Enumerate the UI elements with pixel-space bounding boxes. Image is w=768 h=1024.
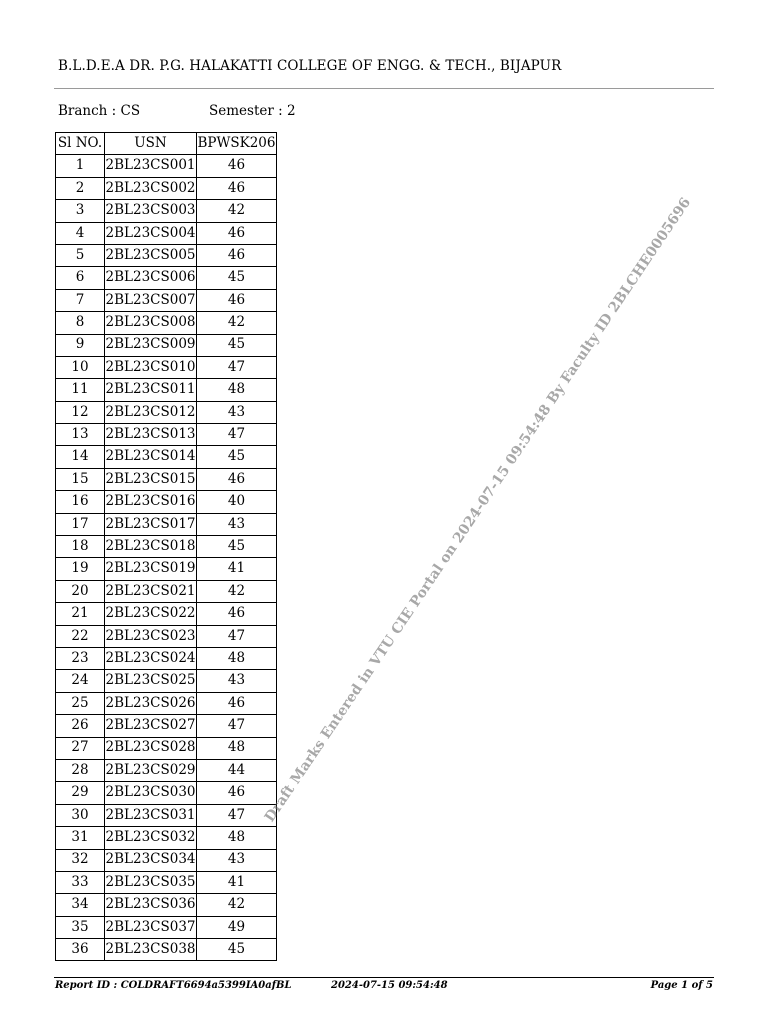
cell-usn: 2BL23CS009 xyxy=(105,334,197,356)
cell-sl-no: 29 xyxy=(56,782,105,804)
cell-sl-no: 20 xyxy=(56,580,105,602)
semester-label: Semester : 2 xyxy=(209,103,296,119)
cell-marks: 42 xyxy=(197,312,277,334)
table-row xyxy=(56,267,277,289)
column-header-sl-no: Sl NO. xyxy=(56,133,105,155)
cell-sl-no: 17 xyxy=(56,513,105,535)
table-row xyxy=(56,401,277,423)
branch-label: Branch : CS xyxy=(58,103,141,119)
cell-marks: 46 xyxy=(197,468,277,490)
table-row xyxy=(56,513,277,535)
cell-marks: 48 xyxy=(197,647,277,669)
table-row xyxy=(56,446,277,468)
cell-sl-no: 35 xyxy=(56,916,105,938)
cell-marks: 46 xyxy=(197,244,277,266)
cell-usn: 2BL23CS004 xyxy=(105,222,197,244)
table-row xyxy=(56,424,277,446)
cell-sl-no: 21 xyxy=(56,603,105,625)
cell-usn: 2BL23CS013 xyxy=(105,424,197,446)
cell-usn: 2BL23CS012 xyxy=(105,401,197,423)
cell-sl-no: 24 xyxy=(56,670,105,692)
cell-sl-no: 30 xyxy=(56,804,105,826)
cell-marks: 46 xyxy=(197,155,277,177)
cell-usn: 2BL23CS010 xyxy=(105,356,197,378)
report-timestamp: 2024-07-15 09:54:48 xyxy=(331,980,448,991)
table-row xyxy=(56,827,277,849)
cell-usn: 2BL23CS018 xyxy=(105,536,197,558)
cell-marks: 45 xyxy=(197,939,277,961)
cell-sl-no: 27 xyxy=(56,737,105,759)
footer-divider xyxy=(54,977,714,978)
cell-usn: 2BL23CS032 xyxy=(105,827,197,849)
table-row xyxy=(56,894,277,916)
cell-sl-no: 36 xyxy=(56,939,105,961)
cell-sl-no: 8 xyxy=(56,312,105,334)
cell-marks: 43 xyxy=(197,513,277,535)
cell-sl-no: 2 xyxy=(56,177,105,199)
cell-usn: 2BL23CS005 xyxy=(105,244,197,266)
cell-marks: 48 xyxy=(197,827,277,849)
cell-sl-no: 10 xyxy=(56,356,105,378)
column-header-usn: USN xyxy=(105,133,197,155)
table-row xyxy=(56,849,277,871)
header-divider xyxy=(54,88,714,89)
cell-usn: 2BL23CS017 xyxy=(105,513,197,535)
cell-usn: 2BL23CS016 xyxy=(105,491,197,513)
cell-marks: 41 xyxy=(197,871,277,893)
table-row xyxy=(56,244,277,266)
cell-sl-no: 31 xyxy=(56,827,105,849)
cell-usn: 2BL23CS037 xyxy=(105,916,197,938)
cell-usn: 2BL23CS031 xyxy=(105,804,197,826)
table-row xyxy=(56,603,277,625)
cell-usn: 2BL23CS025 xyxy=(105,670,197,692)
table-row xyxy=(56,289,277,311)
report-id: Report ID : COLDRAFT6694a5399IA0afBL xyxy=(55,980,292,991)
cell-usn: 2BL23CS014 xyxy=(105,446,197,468)
cell-marks: 44 xyxy=(197,759,277,781)
cell-usn: 2BL23CS026 xyxy=(105,692,197,714)
cell-marks: 47 xyxy=(197,424,277,446)
cell-marks: 43 xyxy=(197,670,277,692)
cell-sl-no: 12 xyxy=(56,401,105,423)
cell-usn: 2BL23CS007 xyxy=(105,289,197,311)
cell-sl-no: 33 xyxy=(56,871,105,893)
table-row xyxy=(56,782,277,804)
table-row xyxy=(56,155,277,177)
cell-marks: 41 xyxy=(197,558,277,580)
cell-marks: 46 xyxy=(197,289,277,311)
cell-sl-no: 14 xyxy=(56,446,105,468)
table-row xyxy=(56,916,277,938)
cell-marks: 46 xyxy=(197,177,277,199)
column-header-subject-code: BPWSK206 xyxy=(197,133,277,155)
cell-usn: 2BL23CS028 xyxy=(105,737,197,759)
cell-sl-no: 25 xyxy=(56,692,105,714)
table-row xyxy=(56,647,277,669)
table-row xyxy=(56,491,277,513)
cell-marks: 49 xyxy=(197,916,277,938)
table-row xyxy=(56,939,277,961)
table-row xyxy=(56,580,277,602)
cell-marks: 42 xyxy=(197,894,277,916)
cell-usn: 2BL23CS029 xyxy=(105,759,197,781)
cell-usn: 2BL23CS022 xyxy=(105,603,197,625)
table-row xyxy=(56,536,277,558)
cell-usn: 2BL23CS008 xyxy=(105,312,197,334)
cell-sl-no: 18 xyxy=(56,536,105,558)
cell-usn: 2BL23CS003 xyxy=(105,200,197,222)
cell-usn: 2BL23CS024 xyxy=(105,647,197,669)
table-row xyxy=(56,558,277,580)
cell-usn: 2BL23CS030 xyxy=(105,782,197,804)
cell-usn: 2BL23CS021 xyxy=(105,580,197,602)
cell-usn: 2BL23CS019 xyxy=(105,558,197,580)
cell-marks: 46 xyxy=(197,222,277,244)
table-body xyxy=(56,155,277,961)
cell-sl-no: 1 xyxy=(56,155,105,177)
watermark-text: Draft Marks Entered in VTU CIE Portal on 2024-07-15 09:54:48 By Faculty ID 2BLCHE0005696 xyxy=(261,194,695,826)
cell-sl-no: 26 xyxy=(56,715,105,737)
table-row xyxy=(56,759,277,781)
page-number: Page 1 of 5 xyxy=(650,980,713,991)
cell-marks: 45 xyxy=(197,334,277,356)
cell-usn: 2BL23CS001 xyxy=(105,155,197,177)
table-row xyxy=(56,334,277,356)
cell-sl-no: 4 xyxy=(56,222,105,244)
table-row xyxy=(56,625,277,647)
cell-sl-no: 16 xyxy=(56,491,105,513)
cell-usn: 2BL23CS035 xyxy=(105,871,197,893)
cell-sl-no: 19 xyxy=(56,558,105,580)
table-row xyxy=(56,468,277,490)
cell-sl-no: 11 xyxy=(56,379,105,401)
table-row xyxy=(56,871,277,893)
cell-sl-no: 34 xyxy=(56,894,105,916)
cell-marks: 47 xyxy=(197,625,277,647)
cell-marks: 46 xyxy=(197,603,277,625)
cell-sl-no: 22 xyxy=(56,625,105,647)
cell-usn: 2BL23CS002 xyxy=(105,177,197,199)
college-name: B.L.D.E.A DR. P.G. HALAKATTI COLLEGE OF ENGG. & TECH., BIJAPUR xyxy=(58,58,562,74)
cell-usn: 2BL23CS006 xyxy=(105,267,197,289)
cell-marks: 48 xyxy=(197,737,277,759)
cell-usn: 2BL23CS011 xyxy=(105,379,197,401)
table-row xyxy=(56,670,277,692)
cell-marks: 42 xyxy=(197,580,277,602)
cell-sl-no: 28 xyxy=(56,759,105,781)
cell-marks: 46 xyxy=(197,782,277,804)
cell-sl-no: 13 xyxy=(56,424,105,446)
table-row xyxy=(56,804,277,826)
marks-table xyxy=(55,132,277,961)
cell-marks: 47 xyxy=(197,715,277,737)
cell-marks: 42 xyxy=(197,200,277,222)
cell-sl-no: 15 xyxy=(56,468,105,490)
cell-marks: 45 xyxy=(197,446,277,468)
cell-usn: 2BL23CS036 xyxy=(105,894,197,916)
cell-sl-no: 7 xyxy=(56,289,105,311)
cell-marks: 43 xyxy=(197,401,277,423)
cell-marks: 40 xyxy=(197,491,277,513)
cell-marks: 45 xyxy=(197,536,277,558)
table-row xyxy=(56,715,277,737)
table-row xyxy=(56,737,277,759)
cell-sl-no: 9 xyxy=(56,334,105,356)
table-header-row xyxy=(56,133,277,155)
cell-marks: 48 xyxy=(197,379,277,401)
table-row xyxy=(56,222,277,244)
cell-sl-no: 6 xyxy=(56,267,105,289)
cell-marks: 47 xyxy=(197,804,277,826)
cell-usn: 2BL23CS027 xyxy=(105,715,197,737)
table-row xyxy=(56,379,277,401)
cell-sl-no: 5 xyxy=(56,244,105,266)
cell-usn: 2BL23CS015 xyxy=(105,468,197,490)
cell-usn: 2BL23CS034 xyxy=(105,849,197,871)
cell-sl-no: 32 xyxy=(56,849,105,871)
table-row xyxy=(56,312,277,334)
cell-sl-no: 23 xyxy=(56,647,105,669)
table-row xyxy=(56,200,277,222)
cell-usn: 2BL23CS023 xyxy=(105,625,197,647)
cell-marks: 45 xyxy=(197,267,277,289)
cell-usn: 2BL23CS038 xyxy=(105,939,197,961)
table-row xyxy=(56,692,277,714)
cell-sl-no: 3 xyxy=(56,200,105,222)
table-row xyxy=(56,177,277,199)
table-row xyxy=(56,356,277,378)
cell-marks: 47 xyxy=(197,356,277,378)
cell-marks: 46 xyxy=(197,692,277,714)
cell-marks: 43 xyxy=(197,849,277,871)
